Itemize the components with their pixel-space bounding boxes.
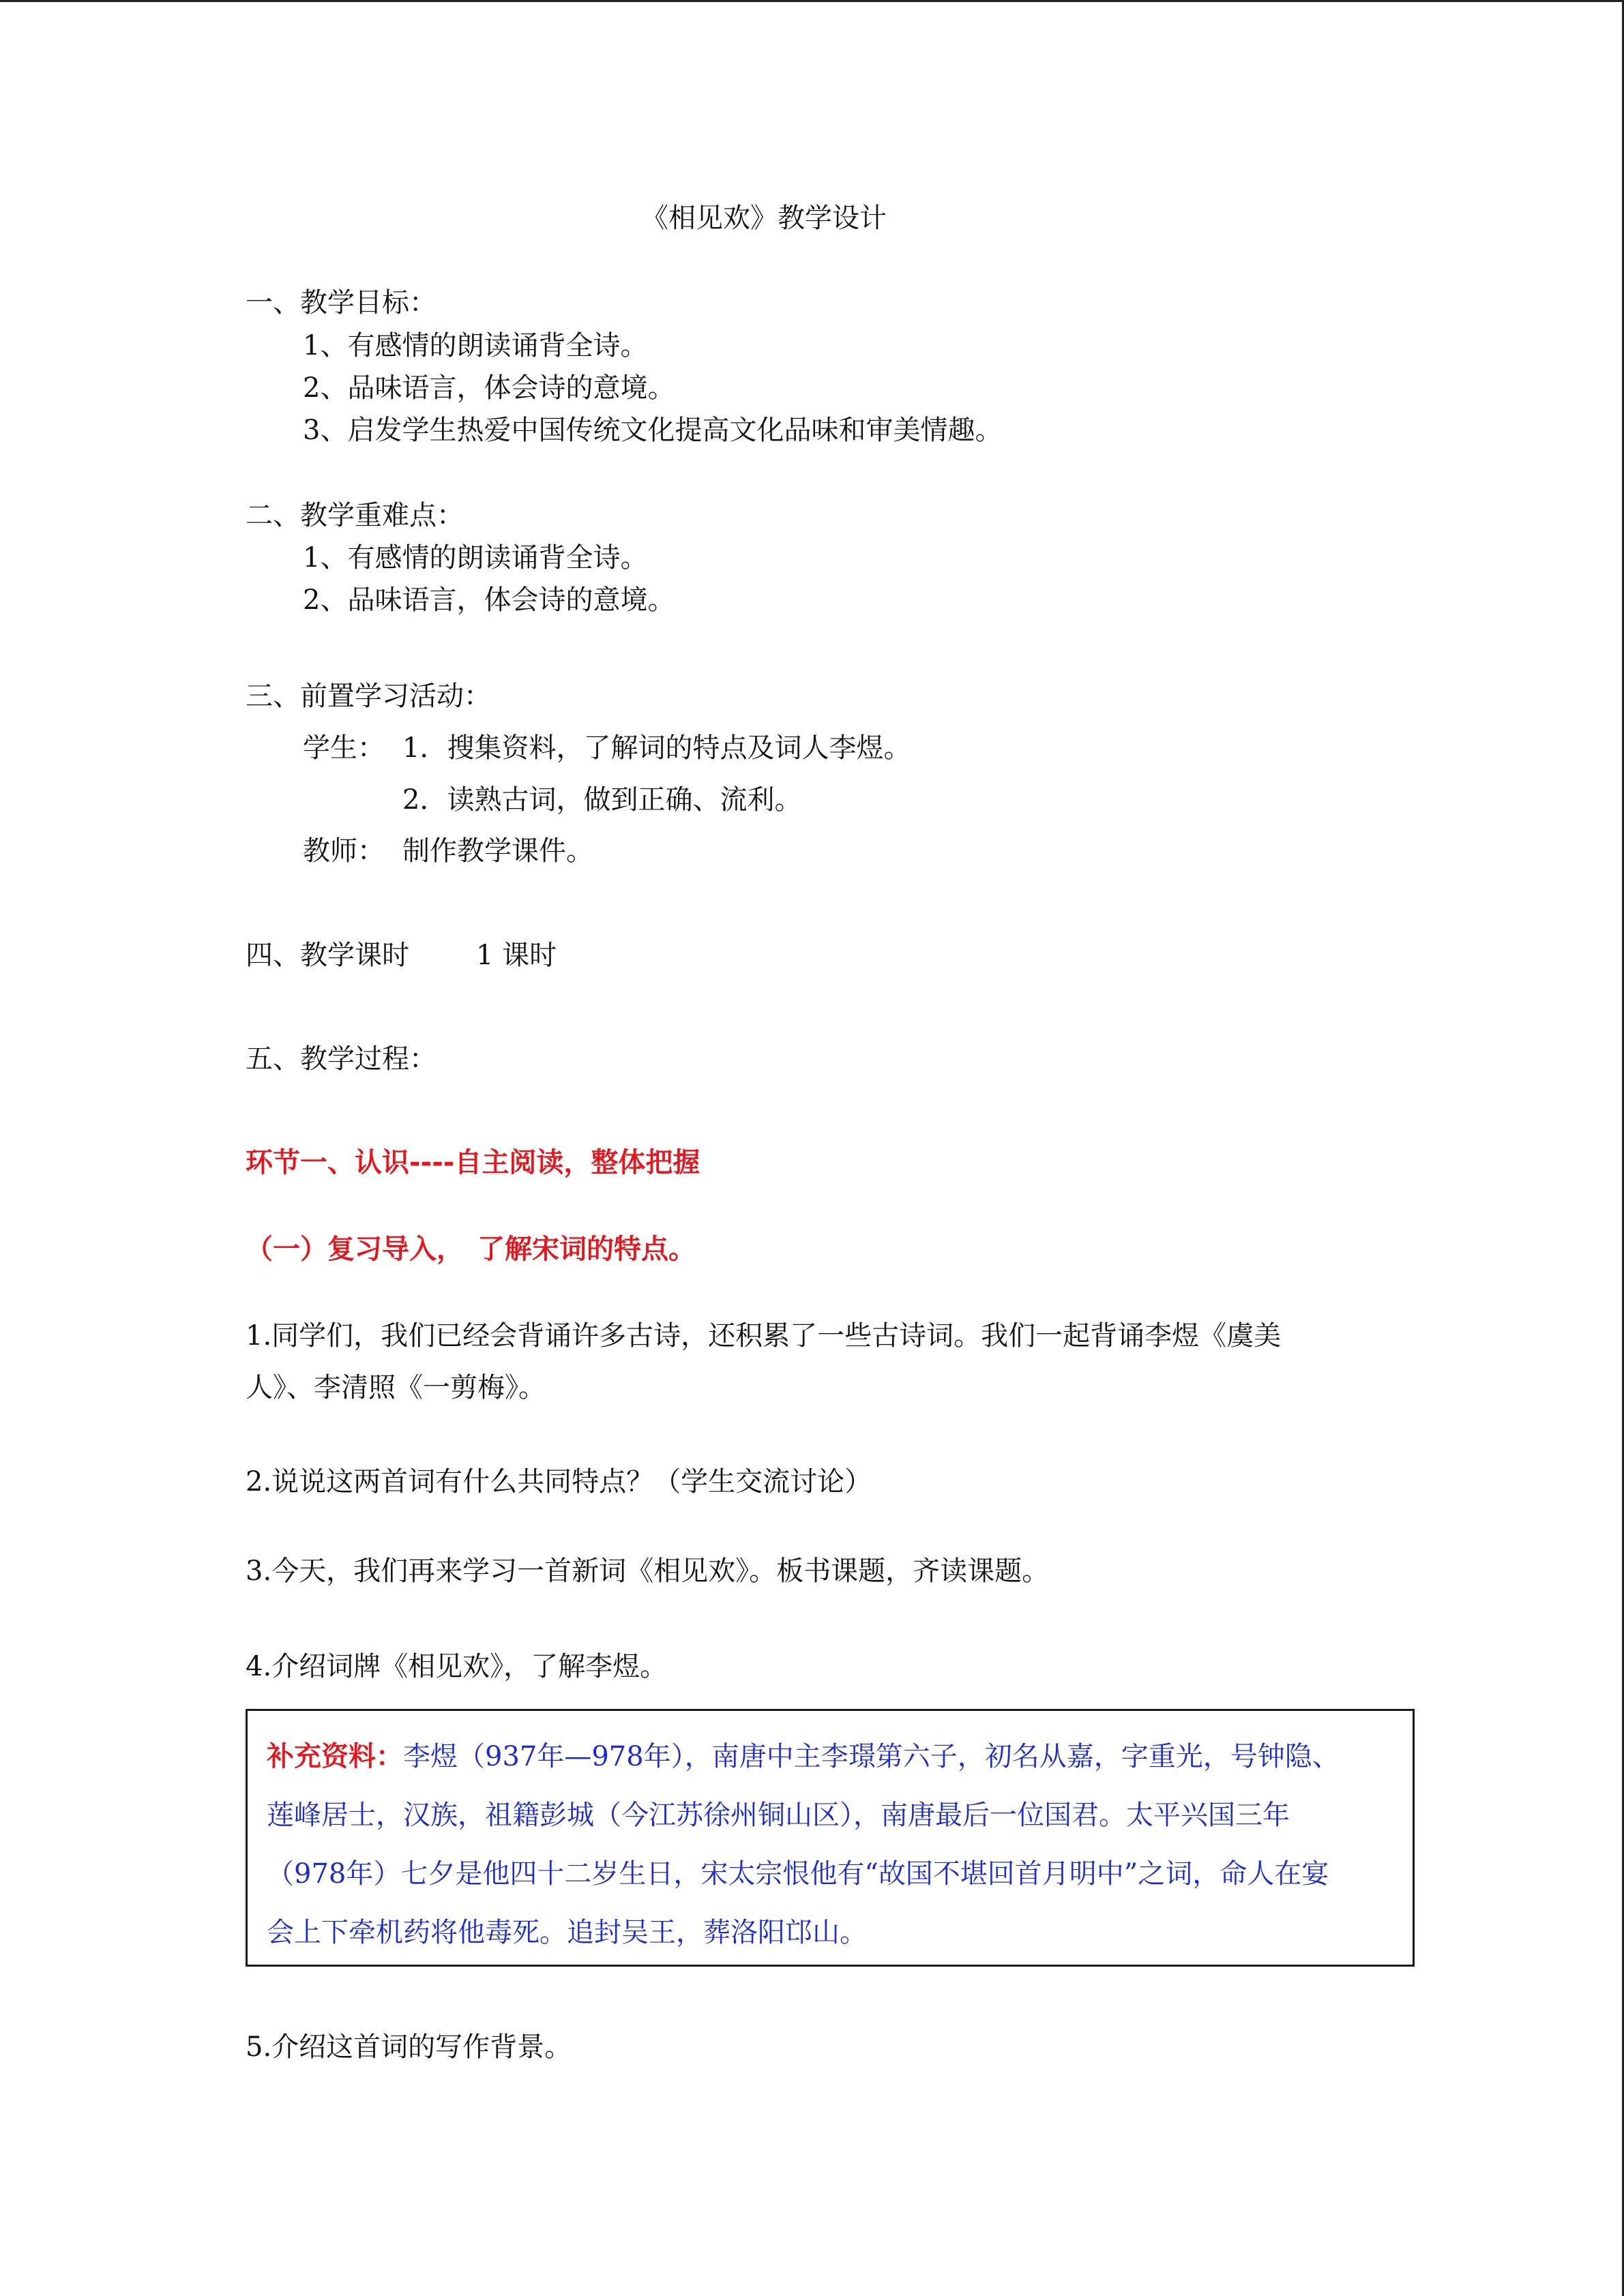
supplement-box <box>246 1709 1415 1967</box>
section-one-heading: 环节一、认识----自主阅读，整体把握 <box>246 1147 700 1178</box>
paragraph-1-line-2: 人》、李清照《一剪梅》。 <box>246 1372 546 1403</box>
key-point-item: 2、品味语言，体会诗的意境。 <box>303 584 675 616</box>
page-border-top <box>0 0 1624 2</box>
teacher-label: 教师： <box>303 835 385 867</box>
key-point-item: 1、有感情的朗读诵背全诗。 <box>303 542 648 573</box>
paragraph-1-line-1: 1.同学们，我们已经会背诵许多古诗，还积累了一些古诗词。我们一起背诵李煜《虞美 <box>246 1320 1282 1352</box>
supplement-line-1 <box>267 1739 1340 1774</box>
student-label: 学生： <box>303 732 385 764</box>
paragraph-3: 3.今天，我们再来学习一首新词《相见欢》。板书课题，齐读课题。 <box>246 1555 1050 1587</box>
student-item: 2．读熟古词，做到正确、流利。 <box>402 784 802 816</box>
process-heading: 五、教学过程： <box>246 1043 437 1075</box>
supplement-text: 李煜（937年—978年），南唐中主李璟第六子，初名从嘉，字重光，号钟隐、 <box>403 1741 1340 1772</box>
paragraph-2: 2.说说这两首词有什么共同特点？（学生交流讨论） <box>246 1466 872 1497</box>
teacher-item: 制作教学课件。 <box>402 835 593 867</box>
supplement-line-2: 莲峰居士，汉族，祖籍彭城（今江苏徐州铜山区），南唐最后一位国君。太平兴国三年 <box>267 1800 1290 1831</box>
paragraph-4: 4.介绍词牌《相见欢》，了解李煜。 <box>246 1651 668 1682</box>
lesson-hours-heading: 四、教学课时 <box>246 940 409 971</box>
supplement-line-4: 会上下牵机药将他毒死。追封吴王，葬洛阳邙山。 <box>267 1917 867 1948</box>
objectives-heading: 一、教学目标： <box>246 287 437 318</box>
section-one-subheading: （一）复习导入， 了解宋词的特点。 <box>246 1234 696 1265</box>
objective-item: 1、有感情的朗读诵背全诗。 <box>303 330 648 361</box>
objective-item: 3、启发学生热爱中国传统文化提高文化品味和审美情趣。 <box>303 415 1003 446</box>
lesson-hours-value: 1 课时 <box>476 940 557 971</box>
supplement-label: 补充资料： <box>267 1741 403 1772</box>
student-item: 1．搜集资料，了解词的特点及词人李煜。 <box>402 732 911 764</box>
document-title: 《相见欢》教学设计 <box>641 203 887 234</box>
supplement-line-3: （978年）七夕是他四十二岁生日，宋太宗恨他有“故国不堪回首月明中”之词，命人在宴 <box>267 1858 1329 1890</box>
key-points-heading: 二、教学重难点： <box>246 500 464 531</box>
paragraph-5: 5.介绍这首词的写作背景。 <box>246 2031 572 2063</box>
pre-activities-heading: 三、前置学习活动： <box>246 681 491 712</box>
objective-item: 2、品味语言，体会诗的意境。 <box>303 372 675 404</box>
